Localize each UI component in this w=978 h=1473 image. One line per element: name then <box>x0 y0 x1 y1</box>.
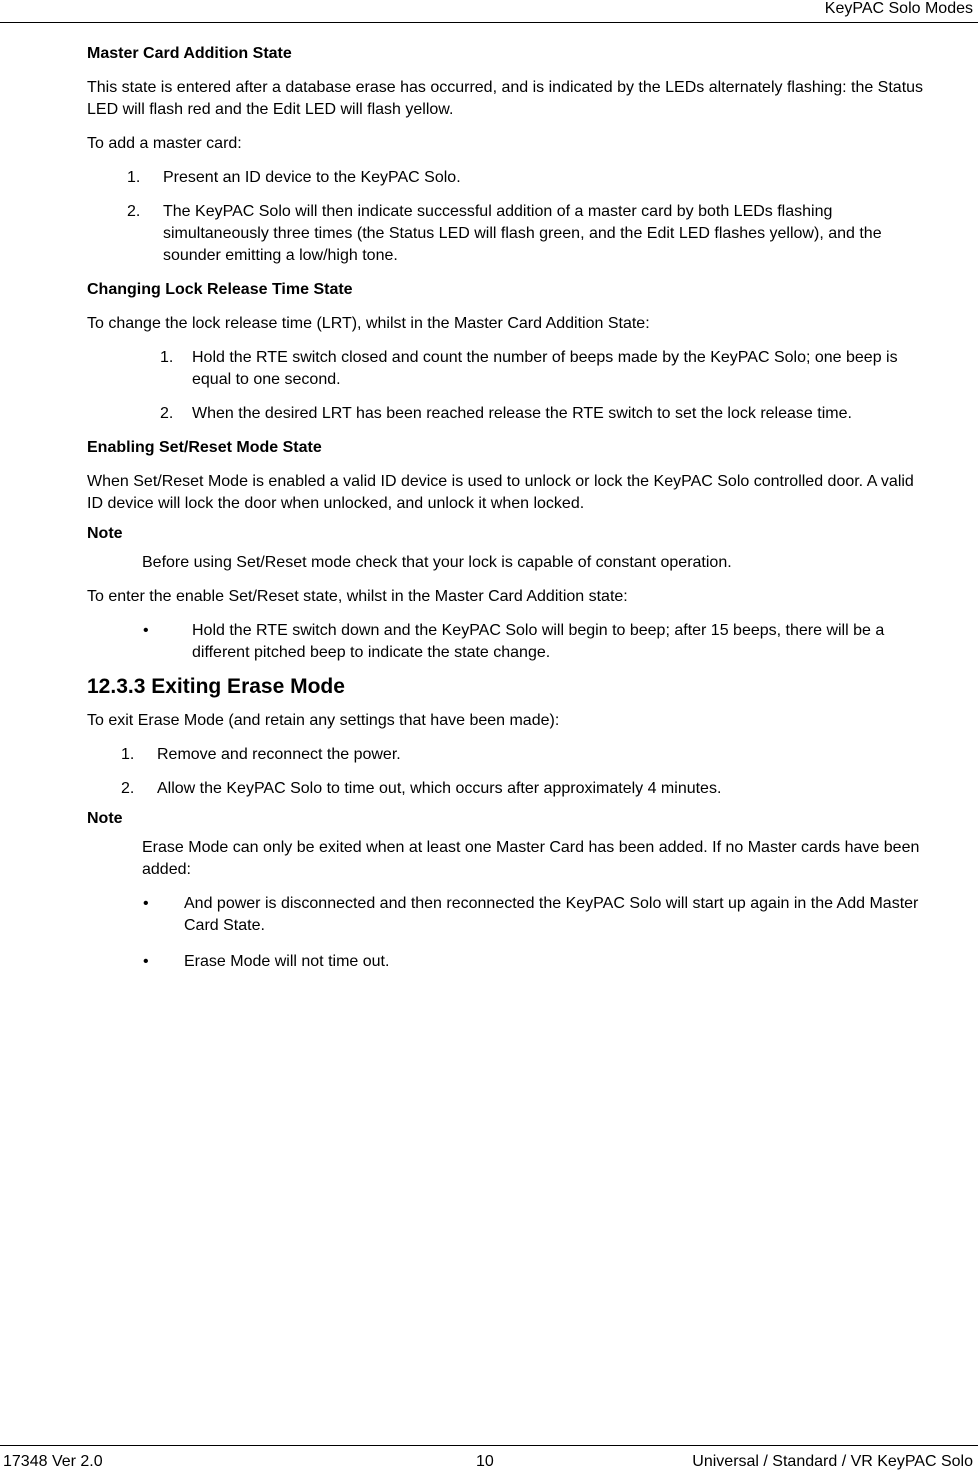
list-number: 1. <box>160 349 174 366</box>
paragraph: When Set/Reset Mode is enabled a valid ID device is used to unlock or lock the KeyPAC Solo controlled door. A valid ID device will lock the door when unlocked, and unlock it when locked. <box>87 473 914 512</box>
list-item-text: When the desired LRT has been reached release the RTE switch to set the lock release time. <box>192 405 852 422</box>
footer-page-number: 10 <box>476 1453 494 1470</box>
list-item <box>87 167 927 189</box>
bullet-marker: • <box>143 622 149 639</box>
page-content <box>87 43 927 973</box>
list-item <box>87 403 927 425</box>
bullet-text: And power is disconnected and then reconnected the KeyPAC Solo will start up again in the Add Master Card State. <box>184 895 919 934</box>
list-item <box>87 347 927 391</box>
list-number: 2. <box>160 405 174 422</box>
list-item-text: Present an ID device to the KeyPAC Solo. <box>163 169 461 186</box>
bullet-item <box>87 620 927 664</box>
list-item <box>87 744 927 766</box>
list-number: 1. <box>121 746 135 763</box>
list-item-text: Hold the RTE switch closed and count the number of beeps made by the KeyPAC Solo; one beep is equal to one second. <box>192 349 898 388</box>
page-header-title: KeyPAC Solo Modes <box>824 0 973 17</box>
note-label: Note <box>87 525 123 542</box>
note-text: Erase Mode can only be exited when at least one Master Card has been added. If no Master cards have been added: <box>142 839 920 878</box>
bullet-text: Hold the RTE switch down and the KeyPAC Solo will begin to beep; after 15 beeps, there will be a different pitched beep to indicate the state change. <box>192 622 885 661</box>
list-item <box>87 201 927 267</box>
paragraph: To add a master card: <box>87 135 242 152</box>
footer-divider <box>0 1445 978 1446</box>
list-number: 2. <box>127 203 141 220</box>
footer-document-number: 17348 Ver 2.0 <box>3 1453 103 1470</box>
bullet-marker: • <box>143 953 149 970</box>
bullet-item <box>87 951 927 973</box>
paragraph: This state is entered after a database erase has occurred, and is indicated by the LEDs alternately flashing: the Status LED will flash red and the Edit LED will flash yellow. <box>87 79 924 118</box>
bullet-marker: • <box>143 895 149 912</box>
bullet-item <box>87 893 927 937</box>
list-item-text: The KeyPAC Solo will then indicate successful addition of a master card by both LEDs flashing simultaneously three times (the Status LED will flash green, and the Edit LED flashes yellow), and the sounder emitting a low/high tone. <box>163 203 882 264</box>
list-item-text: Allow the KeyPAC Solo to time out, which occurs after approximately 4 minutes. <box>157 780 722 797</box>
paragraph: To enter the enable Set/Reset state, whilst in the Master Card Addition state: <box>87 588 628 605</box>
list-number: 1. <box>127 169 141 186</box>
note-label: Note <box>87 810 123 827</box>
note-text: Before using Set/Reset mode check that your lock is capable of constant operation. <box>142 554 732 571</box>
paragraph: To exit Erase Mode (and retain any settings that have been made): <box>87 712 560 729</box>
section-heading-master-card: Master Card Addition State <box>87 45 292 62</box>
list-item <box>87 778 927 800</box>
list-number: 2. <box>121 780 135 797</box>
footer-product-name: Universal / Standard / VR KeyPAC Solo <box>692 1453 973 1470</box>
section-heading-set-reset: Enabling Set/Reset Mode State <box>87 439 322 456</box>
list-item-text: Remove and reconnect the power. <box>157 746 401 763</box>
header-divider <box>0 22 978 23</box>
paragraph: To change the lock release time (LRT), whilst in the Master Card Addition State: <box>87 315 650 332</box>
section-heading-lrt: Changing Lock Release Time State <box>87 281 353 298</box>
section-heading-exiting-erase-mode: 12.3.3 Exiting Erase Mode <box>87 675 345 698</box>
bullet-text: Erase Mode will not time out. <box>184 953 390 970</box>
